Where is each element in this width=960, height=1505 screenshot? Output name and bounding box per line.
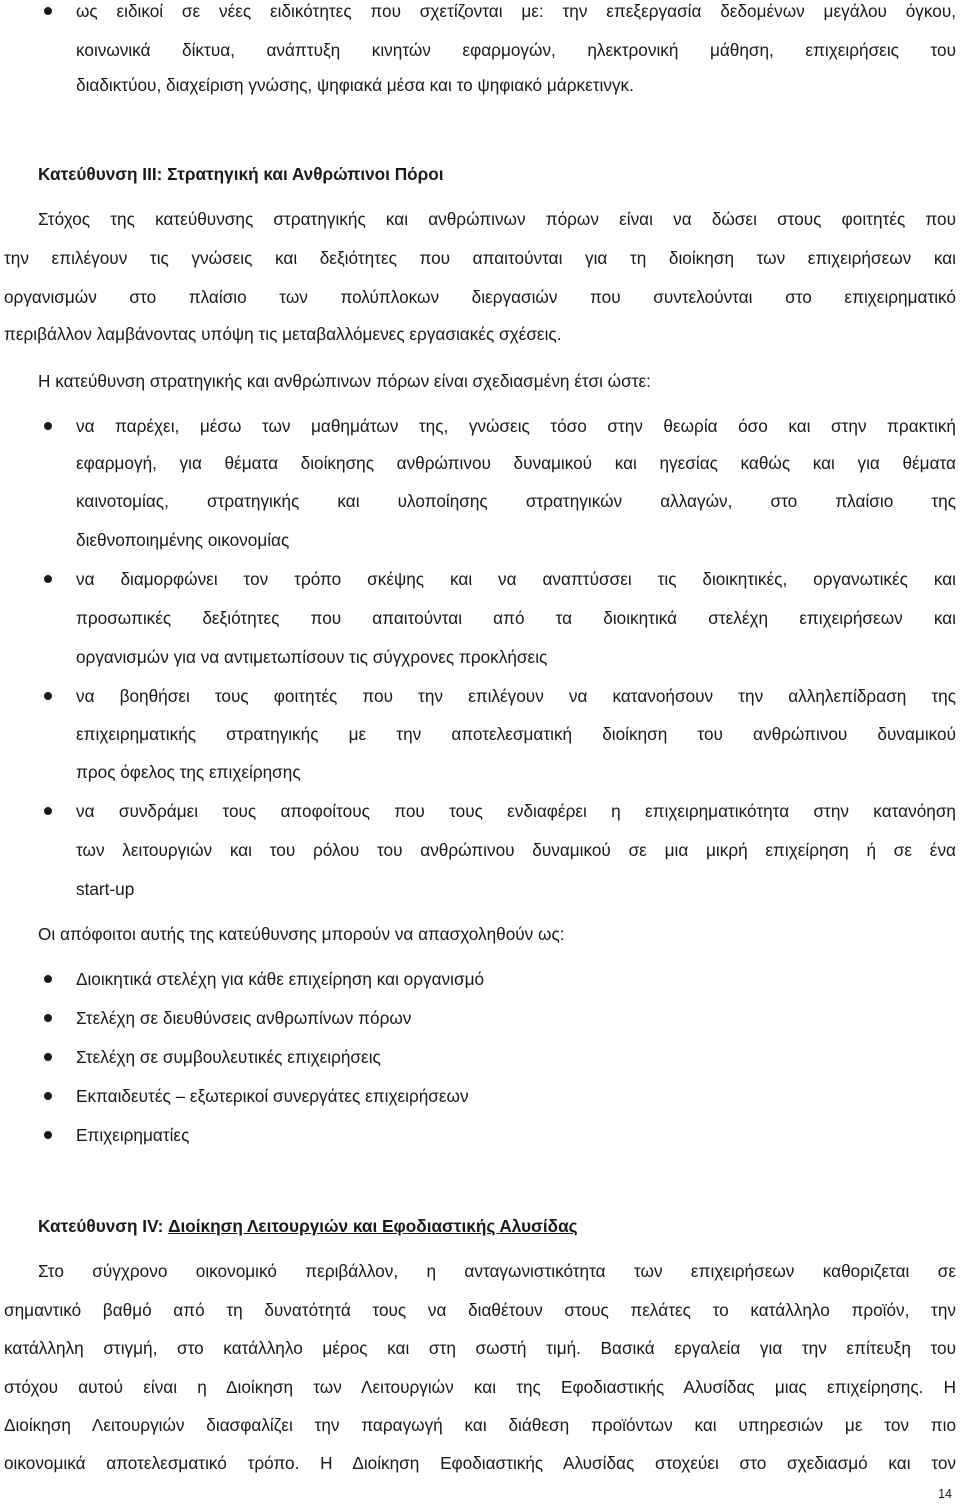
list-item-line: προσωπικές δεξιότητες που απαιτούνται από τα διοικητικά στελέχη επιχειρήσεων και [76, 608, 956, 628]
list-item-line: καινοτομίας, στρατηγικής και υλοποίησης στρατηγικών αλλαγών, στο πλαίσιο της [76, 491, 956, 511]
paragraph-line: Οι απόφοιτοι αυτής της κατεύθυνσης μπορούν να απασχοληθούν ως: [38, 924, 565, 944]
list-item: Στελέχη σε συμβουλευτικές επιχειρήσεις [76, 1047, 381, 1067]
list-item-line: να διαμορφώνει τον τρόπο σκέψης και να αναπτύσσει τις διοικητικές, οργανωτικές και [76, 569, 956, 589]
bullet-icon [44, 7, 52, 15]
paragraph-line: στόχου αυτού είναι η Διοίκηση των Λειτουργιών και της Εφοδιαστικής Αλυσίδας μιας επιχείρησης. Η [4, 1377, 956, 1397]
bullet-icon [44, 692, 52, 700]
list-item-line: οργανισμών για να αντιμετωπίσουν τις σύγχρονες προκλήσεις [76, 647, 548, 667]
list-item: Εκπαιδευτές – εξωτερικοί συνεργάτες επιχειρήσεων [76, 1086, 469, 1106]
list-item-line: να παρέχει, μέσω των μαθημάτων της, γνώσεις τόσο στην θεωρία όσο και στην πρακτική [76, 416, 956, 436]
bullet-icon [44, 1053, 52, 1061]
list-item-line: start-up [76, 879, 135, 899]
paragraph-line: οικονομικά αποτελεσματικό τρόπο. Η Διοίκηση Εφοδιαστικής Αλυσίδας στοχεύει στο σχεδιασμό και τον [4, 1453, 956, 1473]
list-item-line: προς όφελος της επιχείρησης [76, 762, 301, 782]
section-heading-title: Διοίκηση Λειτουργιών και Εφοδιαστικής Αλυσίδας [168, 1216, 578, 1236]
paragraph-line: κατάλληλη στιγμή, στο κατάλληλο μέρος και στη σωστή τιμή. Βασικά εργαλεία για την επίτευξη του [4, 1338, 956, 1358]
list-item-line: διεθνοποιημένης οικονομίας [76, 530, 290, 550]
list-item: Διοικητικά στελέχη για κάθε επιχείρηση και οργανισμό [76, 969, 485, 989]
bullet-icon [44, 1014, 52, 1022]
section-heading: Κατεύθυνση ΙΙΙ: Στρατηγική και Ανθρώπινοι Πόροι [38, 164, 444, 184]
section-heading-prefix: Κατεύθυνση IV: [38, 1216, 169, 1236]
list-item-line: των λειτουργιών και του ρόλου του ανθρώπινου δυναμικού σε μια μικρή επιχείρηση ή σε ένα [76, 840, 956, 860]
bullet-icon [44, 1092, 52, 1100]
list-item-line: επιχειρηματικής στρατηγικής με την αποτελεσματική διοίκηση του ανθρώπινου δυναμικού [76, 724, 956, 744]
list-item-line: κοινωνικά δίκτυα, ανάπτυξη κινητών εφαρμογών, ηλεκτρονική μάθηση, επιχειρήσεις του [76, 40, 956, 60]
paragraph-line: την επιλέγουν τις γνώσεις και δεξιότητες που απαιτούνται για τη διοίκηση των επιχειρήσεων και [4, 248, 956, 268]
paragraph-line: Η κατεύθυνση στρατηγικής και ανθρώπινων πόρων είναι σχεδιασμένη έτσι ώστε: [38, 371, 651, 391]
paragraph-line: σημαντικό βαθμό από τη δυνατότητά τους να διαθέτουν στους πελάτες το κατάλληλο προϊόν, την [4, 1300, 956, 1320]
bullet-icon [44, 807, 52, 815]
section-heading [38, 1213, 578, 1239]
list-item: Στελέχη σε διευθύνσεις ανθρωπίνων πόρων [76, 1008, 412, 1028]
list-item-line: διαδικτύου, διαχείριση γνώσης, ψηφιακά μέσα και το ψηφιακό μάρκετινγκ. [76, 75, 634, 95]
paragraph-line: Διοίκηση Λειτουργιών διασφαλίζει την παραγωγή και διάθεση προϊόντων και υπηρεσιών με τον πιο [4, 1415, 956, 1435]
list-item-line: να συνδράμει τους αποφοίτους που τους ενδιαφέρει η επιχειρηματικότητα στην κατανόηση [76, 801, 956, 821]
bullet-icon [44, 1131, 52, 1139]
list-item-line: εφαρμογή, για θέματα διοίκησης ανθρώπινου δυναμικού και ηγεσίας καθώς και για θέματα [76, 453, 956, 473]
bullet-icon [44, 975, 52, 983]
paragraph-line: περιβάλλον λαμβάνοντας υπόψη τις μεταβαλλόμενες εργασιακές σχέσεις. [4, 324, 562, 344]
list-item-line: να βοηθήσει τους φοιτητές που την επιλέγουν να κατανοήσουν την αλληλεπίδραση της [76, 686, 956, 706]
paragraph-line: οργανισμών στο πλαίσιο των πολύπλοκων διεργασιών που συντελούνται στο επιχειρηματικό [4, 287, 956, 307]
bullet-icon [44, 422, 52, 430]
list-item-line: ως ειδικοί σε νέες ειδικότητες που σχετίζονται με: την επεξεργασία δεδομένων μεγάλου όγκου, [76, 1, 956, 21]
paragraph-line: Στο σύγχρονο οικονομικό περιβάλλον, η ανταγωνιστικότητα των επιχειρήσεων καθοριζεται σε [38, 1261, 956, 1281]
bullet-icon [44, 575, 52, 583]
list-item: Επιχειρηματίες [76, 1125, 190, 1145]
paragraph-line: Στόχος της κατεύθυνσης στρατηγικής και ανθρώπινων πόρων είναι να δώσει στους φοιτητές που [38, 209, 956, 229]
page-number: 14 [938, 1487, 952, 1501]
